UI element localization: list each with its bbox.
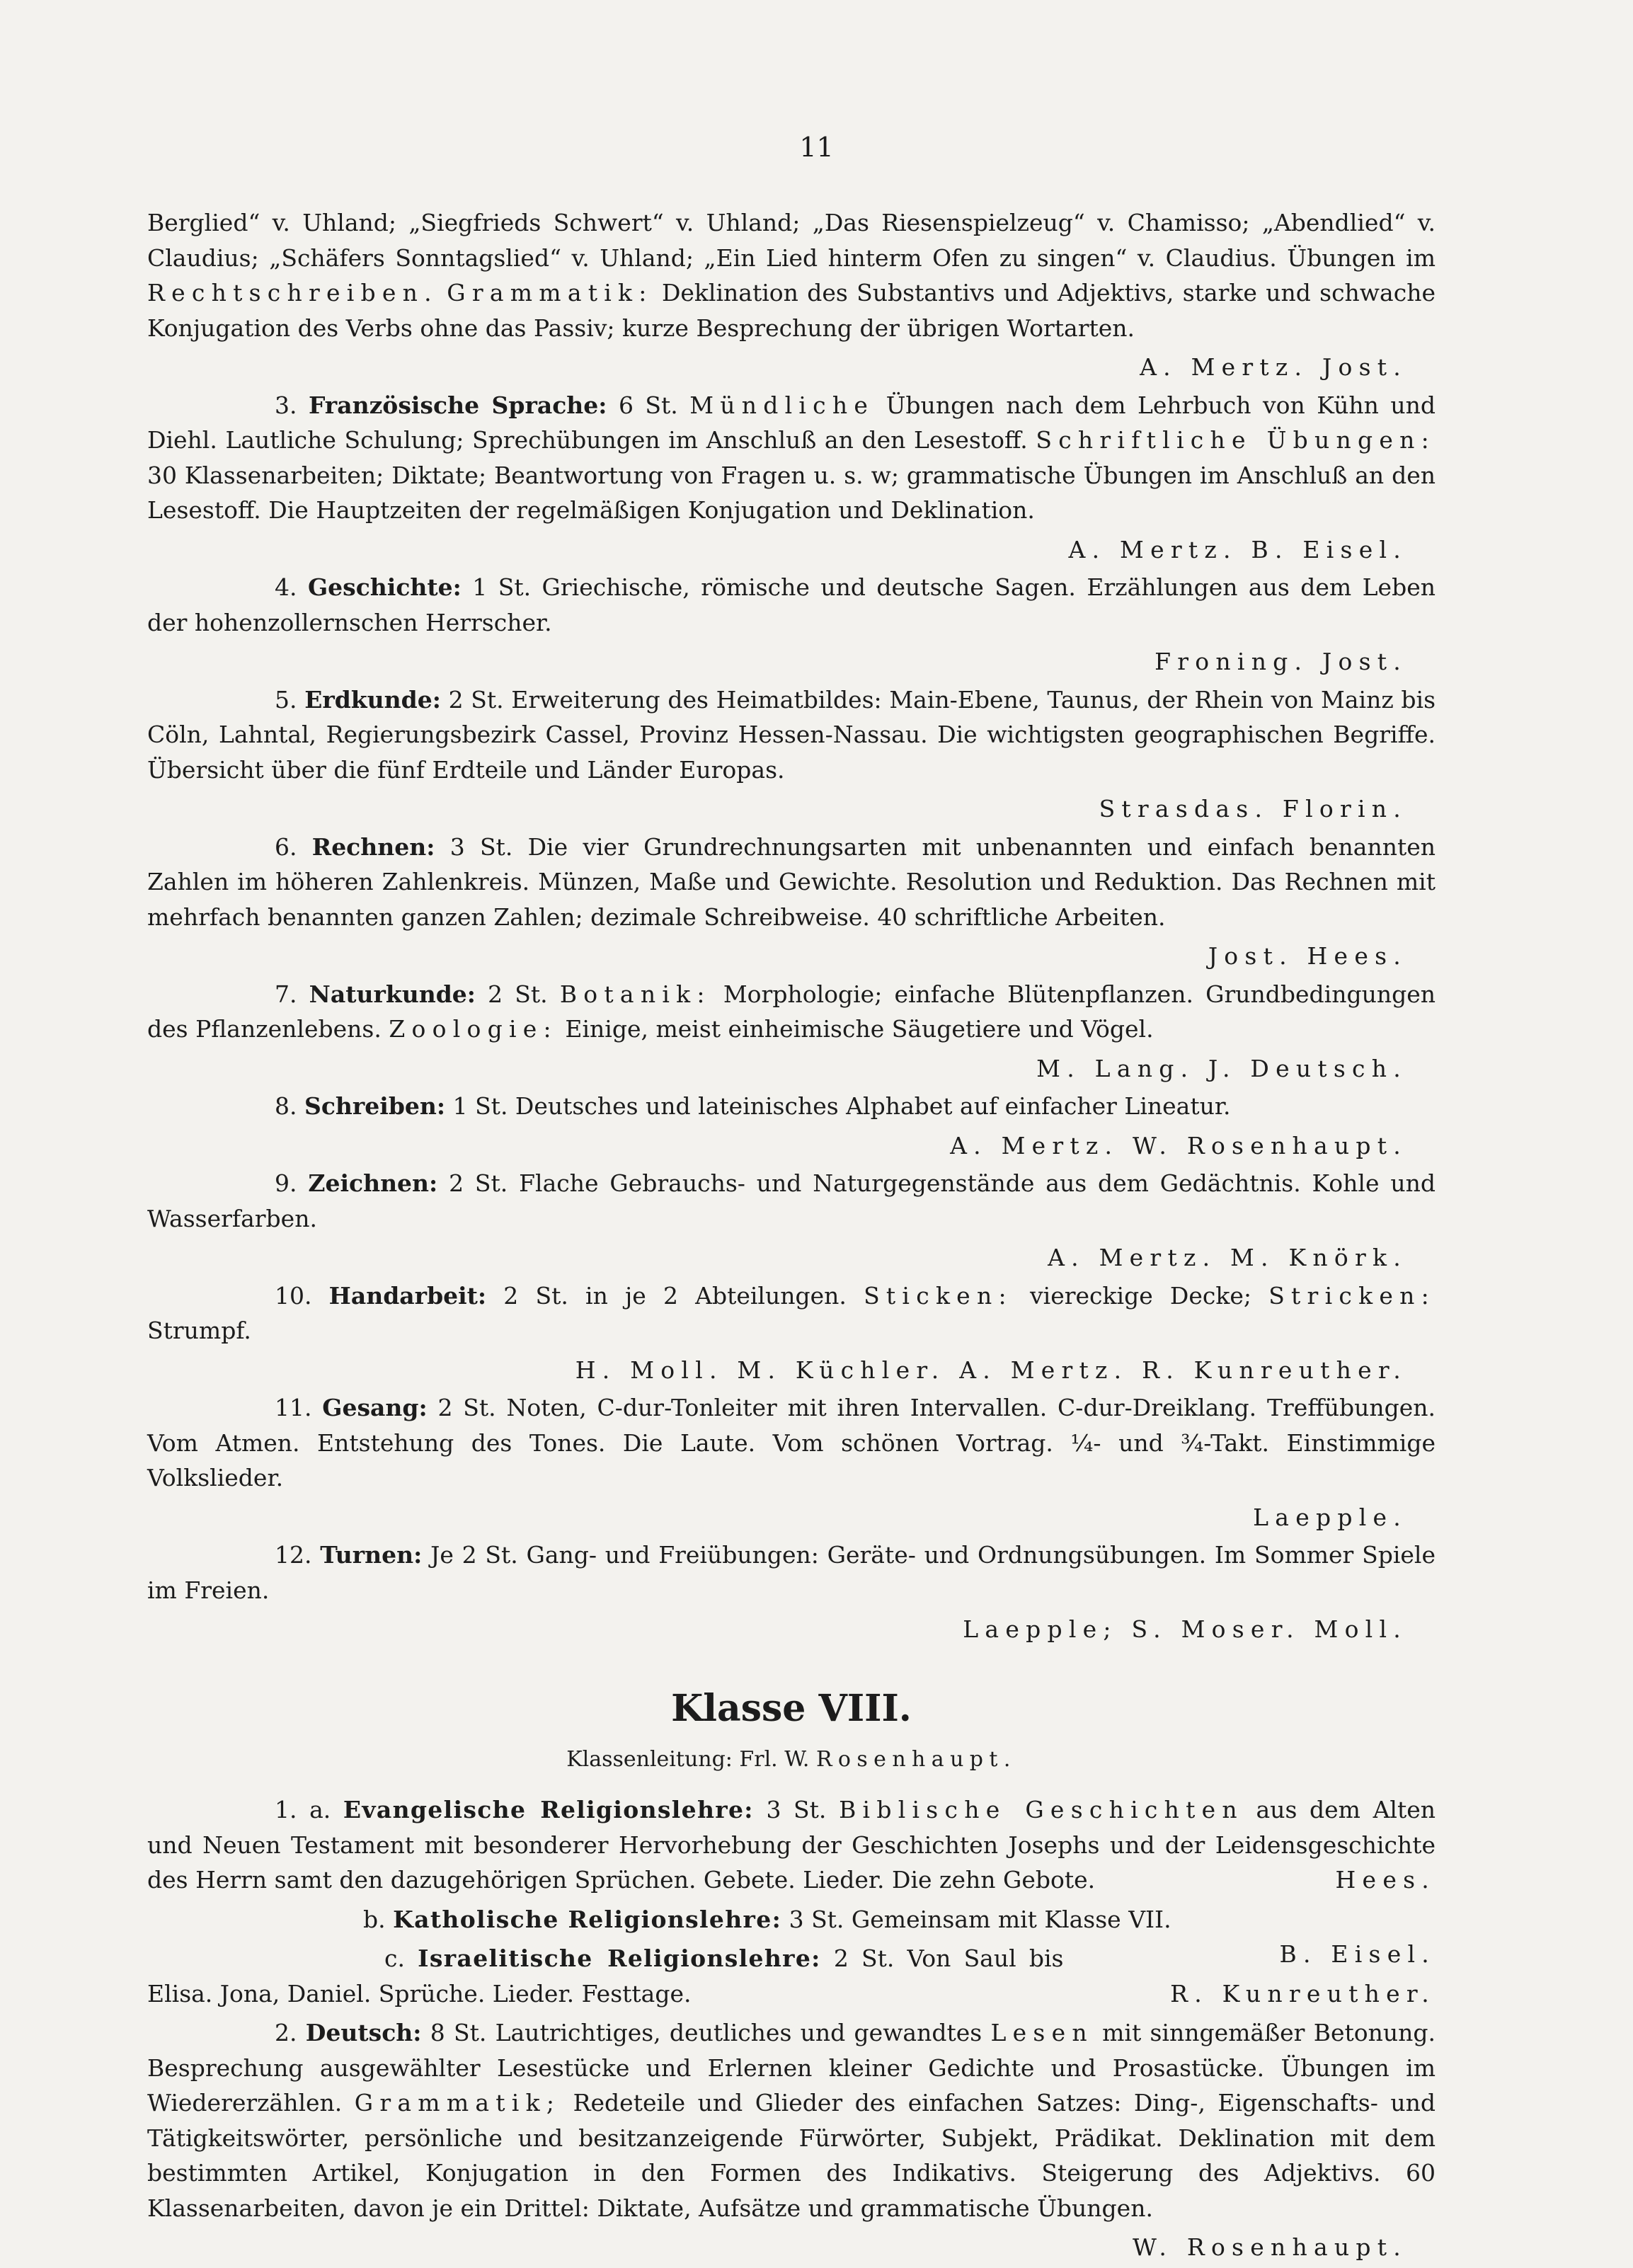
entry-text: Übungen nach dem Lehrbuch von Kühn und Diehl. Lautliche Schulung; Sprechübungen im Anschluß an den Lesestoff. — [147, 391, 1436, 454]
entry-text: Je 2 St. Gang- und Freiübungen: Geräte- und Ordnungsübungen. Im Sommer Spiele im Freien. — [147, 1541, 1436, 1604]
subject-heading: Handarbeit: — [328, 1281, 487, 1310]
entry-text: 1 St. Griechische, römische und deutsche Sagen. Erzählungen aus dem Leben der hohenzollernschen Herrscher. — [147, 573, 1436, 636]
subject-entry-natural-science — [147, 977, 1436, 1047]
subject-entry-protestant-religion — [147, 1792, 1436, 1898]
spaced-term: Zoologie: — [389, 1015, 558, 1043]
spaced-term: Mündliche — [689, 391, 875, 419]
teacher-names: Laepple. — [1253, 1503, 1407, 1531]
entry-text: 3 St. Die vier Grundrechnungsarten mit unbenannten und einfach benannten Zahlen im höheren Zahlenkreis. Münzen, Maße und Gewichte. Resolution und Reduktion. Das Rechnen mit mehrfach benannten ganzen Zahlen; dezimale Schreibweise. 40 schriftliche Arbeiten. — [147, 832, 1436, 931]
subject-heading: Gesang: — [322, 1394, 428, 1421]
entry-text: 3 St. — [766, 1796, 827, 1823]
teacher-names: Strasdas. Florin. — [1099, 795, 1407, 823]
item-number: 2. — [275, 2019, 297, 2046]
entry-text: 8 St. Lautrichtiges, deutliches und gewandtes — [430, 2019, 982, 2046]
teacher-names: Jost. Hees. — [1208, 942, 1407, 970]
class-leadership — [147, 1742, 1436, 1777]
subject-heading: Katholische Religionslehre: — [393, 1905, 782, 1933]
item-number: 3. — [275, 391, 297, 419]
intro-spaced-2: Grammatik: — [447, 279, 653, 307]
entry-text: aus dem Alten und Neuen Testament mit besonderer Hervorhebung der Geschichten Josephs und der Leidensgeschichte des Herrn samt den dazugehörigen Sprüchen. Gebete. Lieder. Die zehn Gebote. — [147, 1796, 1436, 1894]
class-heading: Klasse VIII. — [671, 1686, 912, 1730]
subject-entry-writing — [147, 1089, 1436, 1124]
subject-heading: Erdkunde: — [304, 685, 441, 714]
spaced-term: Sticken: — [864, 1281, 1013, 1310]
subject-heading: Zeichnen: — [308, 1169, 438, 1197]
german-readings-continued — [147, 205, 1436, 345]
intro-spaced-1: Rechtschreiben. — [147, 279, 438, 307]
item-number: 1. a. — [275, 1796, 331, 1823]
subject-entry-geography — [147, 682, 1436, 788]
item-number: 5. — [275, 685, 297, 714]
entry-text: Redeteile und Glieder des einfachen Satzes: Ding-, Eigenschafts- und Tätigkeitswörter, persönliche und besitzanzeigende Fürwörter, Subjekt, Prädikat. Deklination mit dem bestimmten Artikel, Konjugation in den Formen des Indikativs. Steigerung des Adjektivs. 60 Klassenarbeiten, davon je ein Drittel: Diktate, Aufsätze und grammatische Übungen. — [147, 2089, 1436, 2222]
subject-entry-german — [147, 2015, 1436, 2226]
item-number: 9. — [275, 1169, 297, 1197]
entry-text: 3 St. Gemeinsam mit Klasse VII. — [789, 1905, 1171, 1933]
item-number: 12. — [275, 1541, 312, 1569]
subject-heading: Deutsch: — [305, 2019, 422, 2046]
subject-entry-drawing — [147, 1166, 1436, 1236]
entry-text: 2 St. Noten, C-dur-Tonleiter mit ihren Intervallen. C-dur-Dreiklang. Treffübungen. Vom Atmen. Entstehung des Tones. Die Laute. Vom schönen Vortrag. ¼- und ¾-Takt. Einstimmige Volkslieder. — [147, 1394, 1436, 1491]
teacher-names: A. Mertz. B. Eisel. — [1068, 535, 1407, 563]
teacher-names: Laepple; S. Moser. Moll. — [963, 1615, 1407, 1643]
spaced-term: Stricken: — [1268, 1281, 1436, 1310]
subject-heading: Naturkunde: — [309, 980, 476, 1008]
subject-heading: Rechnen: — [311, 832, 435, 861]
teacher-names: H. Moll. M. Küchler. A. Mertz. R. Kunreuther. — [575, 1356, 1407, 1384]
spaced-term: Botanik: — [559, 980, 711, 1008]
entry-text: 6 St. — [618, 391, 678, 419]
intro-text: Berglied“ v. Uhland; „Siegfrieds Schwert“ v. Uhland; „Das Riesenspielzeug“ v. Chamisso; „Abendlied“ v. Claudius; „Schäfers Sonntagslied“ v. Uhland; „Ein Lied hinterm Ofen zu singen“ v. Claudius. Übungen im — [147, 209, 1436, 272]
subject-heading: Schreiben: — [304, 1092, 446, 1120]
item-number: 4. — [275, 573, 297, 601]
spaced-term: Grammatik; — [354, 2089, 561, 2117]
entry-text: mit sinngemäßer Betonung. Besprechung ausgewählter Lesestücke und Erlernen kleiner Gedichte und Prosastücke. Übungen im Wiedererzählen. — [147, 2019, 1436, 2117]
item-number: b. — [363, 1905, 386, 1933]
spaced-term: Lesen — [990, 2019, 1094, 2046]
subject-entry-arithmetic — [147, 830, 1436, 935]
item-number: 8. — [275, 1092, 297, 1120]
teacher-names: Froning. Jost. — [1154, 648, 1407, 675]
teacher-names: A. Mertz. Jost. — [1140, 353, 1407, 381]
spaced-term: Biblische Geschichten — [839, 1796, 1244, 1823]
entry-text: 2 St. in je 2 Abteilungen. — [503, 1281, 847, 1310]
leadership-label: Klassenleitung: Frl. W. — [566, 1746, 810, 1772]
item-number: c. — [384, 1945, 405, 1972]
entry-text: 2 St. Erweiterung des Heimatbildes: Main-Ebene, Taunus, der Rhein von Mainz bis Cöln, Lahntal, Regierungsbezirk Cassel, Provinz Hessen-Nassau. Die wichtigsten geographischen Begriffe. Übersicht über die fünf Erdteile und Länder Europas. — [147, 685, 1436, 784]
subject-entry-gymnastics — [147, 1537, 1436, 1608]
intro-rest: Deklination des Substantivs und Adjektivs, starke und schwache Konjugation des Verbs ohne das Passiv; kurze Besprechung der übrigen Wortarten. — [147, 279, 1436, 342]
entry-text: Einige, meist einheimische Säugetiere und Vögel. — [565, 1015, 1154, 1043]
teacher-names: Hees. — [1335, 1866, 1436, 1894]
leadership-name: Rosenhaupt. — [815, 1746, 1016, 1772]
subject-heading: Evangelische Religionslehre: — [343, 1796, 754, 1823]
item-number: 6. — [275, 832, 297, 861]
teacher-names: W. Rosenhaupt. — [1133, 2233, 1407, 2261]
entry-text: Strumpf. — [147, 1317, 251, 1344]
entry-text: Morphologie; einfache Blütenpflanzen. Grundbedingungen des Pflanzenlebens. — [147, 980, 1436, 1043]
entry-text: 1 St. Deutsches und lateinisches Alphabet auf einfacher Lineatur. — [452, 1092, 1231, 1120]
subject-entry-history — [147, 570, 1436, 640]
subject-heading: Geschichte: — [307, 573, 462, 601]
subject-heading: Israelitische Religionslehre: — [418, 1945, 821, 1972]
teacher-names: R. Kunreuther. — [1170, 1979, 1436, 2008]
spaced-term: Schriftliche Übungen: — [1036, 426, 1436, 454]
teacher-names: M. Lang. J. Deutsch. — [1036, 1054, 1407, 1082]
item-number: 7. — [275, 980, 297, 1008]
subject-entry-needlework — [147, 1278, 1436, 1348]
entry-text: 2 St. — [488, 980, 548, 1008]
entry-text: viereckige Decke; — [1030, 1281, 1252, 1310]
teacher-names: A. Mertz. M. Knörk. — [1048, 1244, 1407, 1271]
teacher-names: B. Eisel. — [1279, 1940, 1436, 1968]
subject-heading: Turnen: — [320, 1541, 423, 1569]
entry-text: 30 Klassenarbeiten; Diktate; Beantwortung von Fragen u. s. w; grammatische Übungen im Anschluß an den Lesestoff. Die Hauptzeiten der regelmäßigen Konjugation und Deklination. — [147, 461, 1436, 524]
teacher-names: A. Mertz. W. Rosenhaupt. — [950, 1131, 1407, 1159]
subject-entry-french — [147, 388, 1436, 528]
subject-heading: Französische Sprache: — [308, 391, 607, 419]
page-number: 11 — [799, 132, 834, 163]
item-number: 11. — [275, 1394, 312, 1421]
entry-text: 2 St. Flache Gebrauchs- und Naturgegenstände aus dem Gedächtnis. Kohle und Wasserfarben. — [147, 1169, 1436, 1232]
subject-entry-singing — [147, 1390, 1436, 1496]
item-number: 10. — [275, 1281, 312, 1310]
entry-text: 2 St. Von Saul bis Elisa. Jona, Daniel. Sprüche. Lieder. Festtage. — [147, 1945, 1064, 2008]
page-body — [147, 205, 1436, 2268]
